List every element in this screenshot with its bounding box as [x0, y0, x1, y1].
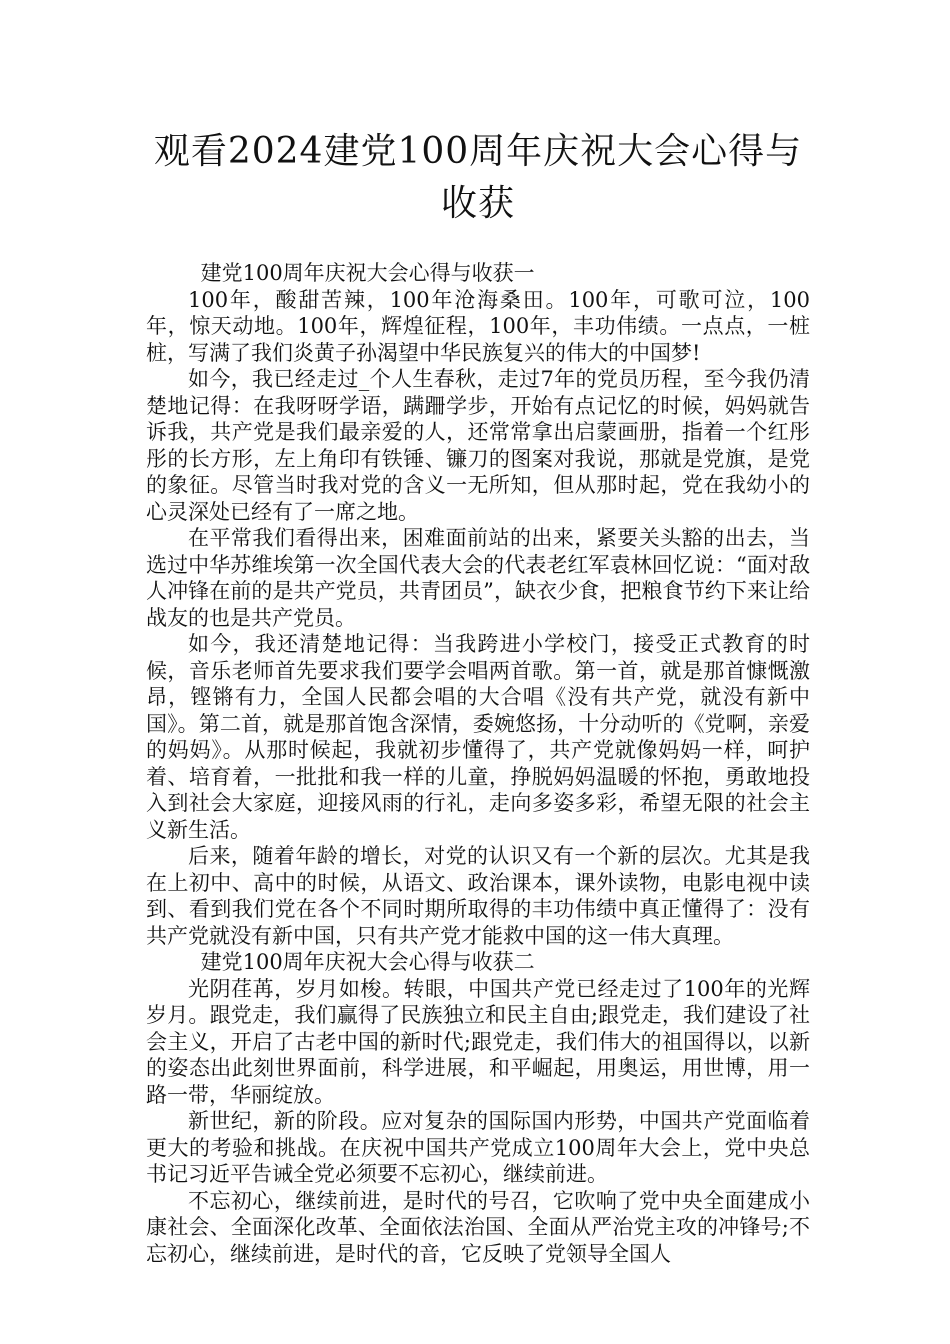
- paragraph: 后来，随着年龄的增长，对党的认识又有一个新的层次。尤其是我在上初中、高中的时候，从语文、政治课本，课外读物，电影电视中读到、看到我们党在各个不同时期所取得的丰功伟绩中真正懂得了：没有共产党就没有新中国，只有共产党才能救中国的这一伟大真理。: [146, 844, 810, 948]
- paragraph: 如今，我还清楚地记得：当我跨进小学校门，接受正式教育的时候，音乐老师首先要求我们要学会唱两首歌。第一首，就是那首慷慨激昂，铿锵有力，全国人民都会唱的大合唱《没有共产党，就没有新中国》。第二首，就是那首饱含深情，委婉悠扬，十分动听的《党啊，亲爱的妈妈》。从那时候起，我就初步懂得了，共产党就像妈妈一样，呵护着、培育着，一批批和我一样的儿童，挣脱妈妈温暖的怀抱，勇敢地投入到社会大家庭，迎接风雨的行礼，走向多姿多彩，希望无限的社会主义新生活。: [146, 632, 810, 842]
- document-title: 观看2024建党100周年庆祝大会心得与收获: [153, 131, 803, 224]
- paragraph: 100年，酸甜苦辣，100年沧海桑田。100年，可歌可泣，100年，惊天动地。100年，辉煌征程，100年，丰功伟绩。一点点，一桩桩，写满了我们炎黄子孙渴望中华民族复兴的伟大的中国梦!: [146, 287, 810, 365]
- paragraph: 在平常我们看得出来，困难面前站的出来，紧要关头豁的出去，当选过中华苏维埃第一次全国代表大会的代表老红军袁林回忆说：“面对敌人冲锋在前的是共产党员，共青团员”，缺衣少食，把粮食节约下来让给战友的也是共产党员。: [146, 526, 810, 630]
- paragraph: 新世纪，新的阶段。应对复杂的国际国内形势，中国共产党面临着更大的考验和挑战。在庆祝中国共产党成立100周年大会上，党中央总书记习近平告诫全党必须要不忘初心，继续前进。: [146, 1109, 810, 1186]
- paragraph: 如今，我已经走过_个人生春秋，走过7年的党员历程，至今我仍清楚地记得：在我呀呀学语，蹒跚学步，开始有点记忆的时候，妈妈就告诉我，共产党是我们最亲爱的人，还常常拿出启蒙画册，指着一个红彤彤的长方形，左上角印有铁锤、镰刀的图案对我说，那就是党旗，是党的象征。尽管当时我对党的含义一无所知，但从那时起，党在我幼小的心灵深处已经有了一席之地。: [146, 367, 810, 524]
- document-body: [146, 260, 810, 1267]
- section-heading: 建党100周年庆祝大会心得与收获一: [200, 261, 535, 285]
- paragraph: 光阴荏苒，岁月如梭。转眼，中国共产党已经走过了100年的光辉岁月。跟党走，我们赢得了民族独立和民主自由;跟党走，我们建设了社会主义，开启了古老中国的新时代;跟党走，我们伟大的祖国得以，以新的姿态出此刻世界面前，科学进展，和平崛起，用奥运，用世博，用一路一带，华丽绽放。: [146, 976, 810, 1107]
- paragraph: 不忘初心，继续前进，是时代的号召，它吹响了党中央全面建成小康社会、全面深化改革、全面依法治国、全面从严治党主攻的冲锋号;不忘初心，继续前进，是时代的音，它反映了党领导全国人: [146, 1188, 810, 1266]
- section-heading: 建党100周年庆祝大会心得与收获二: [200, 950, 535, 974]
- document-page: [146, 0, 810, 1267]
